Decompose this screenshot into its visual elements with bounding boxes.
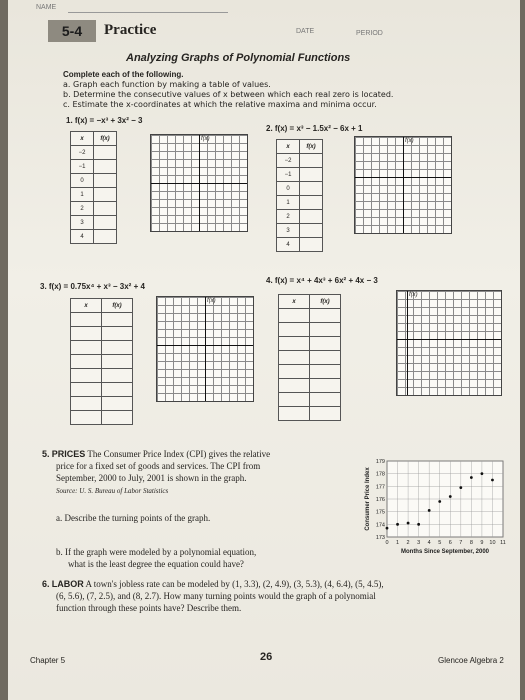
- data-point: [491, 479, 494, 482]
- period-label: PERIOD: [356, 30, 383, 37]
- problem-5-part-a: a. Describe the turning points of the graph.: [56, 513, 211, 523]
- table-row: [71, 341, 133, 355]
- instructions-intro: Complete each of the following.: [63, 70, 184, 79]
- data-point: [428, 509, 431, 512]
- data-point: [407, 522, 410, 525]
- x-tick-label: 3: [417, 540, 421, 546]
- problem-5-source: Source: U. S. Bureau of Labor Statistics: [56, 487, 169, 495]
- problem-4-table: [278, 294, 341, 421]
- footer-page-number: 26: [260, 651, 273, 663]
- problem-5-heading: PRICES: [51, 449, 86, 459]
- name-line: [68, 12, 228, 13]
- table-cell-fx[interactable]: [94, 202, 117, 216]
- y-axis: [205, 297, 206, 401]
- problem-5-part-b-2: what is the least degree the equation could have?: [68, 559, 244, 569]
- cpi-chart: [363, 455, 513, 565]
- y-tick-label: 176: [375, 497, 385, 503]
- table-header-fx: f(x): [102, 299, 133, 313]
- data-point: [386, 527, 389, 530]
- table-row: 1: [277, 196, 323, 210]
- data-point: [438, 500, 441, 503]
- table-cell-fx[interactable]: [94, 230, 117, 244]
- table-header-x: x: [279, 295, 310, 309]
- problem-1-table: [70, 131, 117, 244]
- table-row: [279, 323, 341, 337]
- graph-label-fx: f(x): [207, 298, 216, 304]
- x-tick-label: 0: [385, 540, 389, 546]
- y-tick-label: 174: [375, 522, 385, 529]
- table-cell-fx[interactable]: [300, 238, 323, 252]
- problem-5-text-1: The Consumer Price Index (CPI) gives the relative: [87, 449, 271, 459]
- x-tick-label: 10: [489, 540, 496, 546]
- problem-1-graph-grid[interactable]: [150, 134, 248, 232]
- table-row: [71, 397, 133, 411]
- date-label: DATE: [296, 28, 315, 35]
- problem-2-label: 2. f(x) = x³ − 1.5x² − 6x + 1: [266, 124, 363, 133]
- table-cell-fx[interactable]: [94, 174, 117, 188]
- table-cell-fx[interactable]: [94, 188, 117, 202]
- x-tick-label: 5: [438, 540, 442, 546]
- problem-3-label: 3. f(x) = 0.75x⁴ + x³ − 3x² + 4: [40, 282, 145, 291]
- table-row: −1: [71, 160, 117, 174]
- table-row: 2: [277, 210, 323, 224]
- table-header-x: x: [71, 299, 102, 313]
- table-cell-fx[interactable]: [300, 168, 323, 182]
- table-row: [71, 313, 133, 327]
- table-row: [71, 327, 133, 341]
- problem-6-text-1: A town's jobless rate can be modeled by (1, 3.3), (2, 4.9), (3, 5.3), (4, 6.4), (5, 4.5),: [85, 579, 384, 589]
- data-point: [481, 472, 484, 475]
- problem-5-part-b-1: b. If the graph were modeled by a polynomial equation,: [56, 547, 257, 557]
- problem-4-label: 4. f(x) = x⁴ + 4x³ + 6x² + 4x − 3: [266, 276, 378, 285]
- table-row: 4: [277, 238, 323, 252]
- table-row: [279, 407, 341, 421]
- table-cell-fx[interactable]: [300, 154, 323, 168]
- table-row: 3: [71, 216, 117, 230]
- footer-chapter: Chapter 5: [30, 656, 66, 665]
- table-row: [71, 355, 133, 369]
- x-tick-label: 2: [406, 540, 410, 546]
- problem-3-graph-grid[interactable]: [156, 296, 254, 402]
- footer-book-title: Glencoe Algebra 2: [438, 656, 504, 665]
- y-tick-label: 177: [375, 484, 385, 491]
- lesson-number: 5-4: [48, 20, 96, 42]
- y-axis: [199, 135, 200, 231]
- table-row: 0: [277, 182, 323, 196]
- table-header-fx: f(x): [300, 140, 323, 154]
- table-header-x: x: [277, 140, 300, 154]
- table-cell-fx[interactable]: [300, 210, 323, 224]
- problem-5-number: 5.: [42, 449, 50, 459]
- data-point: [396, 523, 399, 526]
- worksheet-page: [8, 0, 520, 700]
- lesson-kind: Practice: [104, 22, 157, 38]
- x-tick-label: 7: [459, 540, 463, 546]
- data-point: [459, 486, 462, 489]
- x-axis-label: Months Since September, 2000: [400, 549, 490, 555]
- data-point: [470, 476, 473, 479]
- y-axis: [403, 137, 404, 233]
- table-header-fx: f(x): [310, 295, 341, 309]
- table-cell-fx[interactable]: [94, 146, 117, 160]
- table-row: −1: [277, 168, 323, 182]
- table-row: [71, 411, 133, 425]
- problem-2-graph-grid[interactable]: [354, 136, 452, 234]
- instruction-c: c. Estimate the x-coordinates at which the relative maxima and minima occur.: [63, 100, 377, 109]
- table-row: [279, 337, 341, 351]
- table-cell-fx[interactable]: [94, 160, 117, 174]
- table-row: 1: [71, 188, 117, 202]
- problem-5-text-2: price for a fixed set of goods and services. The CPI from: [56, 461, 261, 471]
- x-tick-label: 9: [480, 540, 484, 546]
- problem-3-table: [70, 298, 133, 425]
- table-row: 4: [71, 230, 117, 244]
- instruction-b: b. Determine the consecutive values of x between which each real zero is located.: [63, 90, 394, 99]
- problem-5-text-3: September, 2000 to July, 2001 is shown in the graph.: [56, 473, 247, 483]
- problem-1-label: 1. f(x) = −x³ + 3x² − 3: [66, 116, 143, 125]
- lesson-title: Analyzing Graphs of Polynomial Functions: [126, 52, 351, 64]
- table-cell-fx[interactable]: [300, 182, 323, 196]
- problem-5: [42, 448, 362, 497]
- graph-label-fx: f(x): [201, 136, 210, 142]
- table-cell-fx[interactable]: [300, 224, 323, 238]
- problem-2-table: [276, 139, 323, 252]
- x-tick-label: 8: [469, 540, 473, 546]
- data-point: [417, 523, 420, 526]
- name-label: NAME: [36, 4, 57, 11]
- table-row: [279, 309, 341, 323]
- table-row: [279, 393, 341, 407]
- lesson-header: [48, 20, 188, 44]
- table-row: [71, 369, 133, 383]
- y-axis-label: Consumer Price Index: [365, 467, 371, 531]
- table-row: 3: [277, 224, 323, 238]
- table-row: 2: [71, 202, 117, 216]
- table-row: −2: [277, 154, 323, 168]
- problem-6-text-3: function through these points have? Describe them.: [56, 603, 242, 613]
- table-row: 0: [71, 174, 117, 188]
- instruction-a: a. Graph each function by making a table of values.: [63, 80, 271, 89]
- x-tick-label: 4: [427, 540, 431, 546]
- y-tick-label: 178: [375, 471, 385, 478]
- y-tick-label: 173: [375, 535, 385, 541]
- data-point: [449, 495, 452, 498]
- table-row: [71, 383, 133, 397]
- x-axis: [397, 339, 501, 340]
- table-row: [279, 379, 341, 393]
- problem-6-text-2: (6, 5.6), (7, 2.5), and (8, 2.7). How many turning points would the graph of a polynomial: [56, 591, 376, 601]
- table-row: [279, 365, 341, 379]
- problem-6-number: 6.: [42, 579, 50, 589]
- problem-6-heading: LABOR: [51, 579, 84, 589]
- table-row: −2: [71, 146, 117, 160]
- graph-label-fx: f(x): [409, 292, 418, 298]
- graph-label-fx: f(x): [405, 138, 414, 144]
- table-cell-fx[interactable]: [94, 216, 117, 230]
- x-tick-label: 11: [500, 540, 506, 546]
- table-header-fx: f(x): [94, 132, 117, 146]
- y-tick-label: 175: [375, 509, 385, 516]
- table-row: [279, 351, 341, 365]
- problem-4-graph-grid[interactable]: [396, 290, 502, 396]
- table-cell-fx[interactable]: [300, 196, 323, 210]
- table-header-x: x: [71, 132, 94, 146]
- x-tick-label: 6: [448, 540, 452, 546]
- problem-6: [42, 578, 512, 614]
- x-tick-label: 1: [396, 540, 400, 546]
- y-tick-label: 179: [375, 459, 385, 465]
- y-axis: [407, 291, 408, 395]
